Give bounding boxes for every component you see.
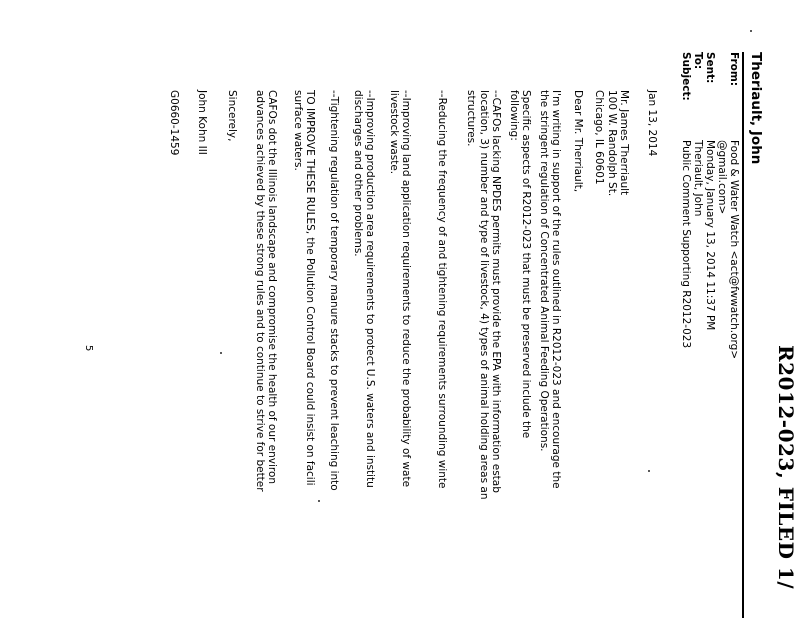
from-value: Food & Water Watch <act@fwwatch.org> — [728, 140, 740, 360]
to-label: To: — [692, 52, 704, 70]
sender-name-heading: Theriault, John — [748, 52, 764, 165]
list-item-line: discharges and other problems. — [351, 90, 364, 257]
paragraph-line: advances achieved by these strong rules and to continue to strive for better — [253, 90, 266, 492]
paragraph-line: TO IMPROVE THESE RULES, the Pollution Control Board could insist on facili — [304, 90, 316, 486]
recipient-name: Mr. James Therriault — [618, 90, 630, 196]
list-item-npdes — [465, 90, 502, 618]
list-item-line: --Tightening regulation of temporary manure stacks to prevent leaching into — [328, 90, 340, 491]
scan-speck — [750, 30, 752, 32]
intro-line: the stringent regulation of Concentrated Animal Feeding Operations. — [537, 90, 550, 452]
aspects-line: following: — [507, 90, 520, 141]
filed-stamp: R2012-023, FILED 1/ — [774, 345, 798, 590]
from-value-continued: @gmail.com> — [716, 140, 728, 215]
paragraph-line: CAFOs dot the Illinois landscape and compromise the health of our environ — [266, 90, 278, 485]
from-label: From: — [728, 52, 740, 87]
subject-value: Public Comment Supporting R2012-023 — [680, 140, 692, 349]
signoff: Sincerely, — [226, 90, 238, 142]
scan-speck — [318, 500, 320, 502]
to-value: Theriault, John — [692, 140, 704, 217]
list-item-line: structures. — [465, 90, 478, 147]
intro-paragraph — [537, 90, 562, 618]
signer-name: John Kohn III — [196, 90, 208, 155]
list-item-manure-stacks — [328, 90, 340, 618]
page-number: 5 — [83, 345, 94, 352]
recipient-city: Chicago, IL 60601 — [593, 90, 606, 185]
sent-label: Sent: — [704, 52, 716, 84]
sent-value: Monday, January 13, 2014 11:37 PM — [704, 140, 716, 331]
aspects-line: Specific aspects of R2012-023 that must be preserved include the — [520, 90, 532, 439]
paragraph-line: surface waters. — [291, 90, 304, 171]
closing-paragraph — [253, 90, 278, 618]
list-item-line: --CAFOs lacking NPDES permits must provide the EPA with information estab — [490, 90, 502, 493]
salutation: Dear Mr. Therriault, — [572, 90, 584, 193]
list-item-land-application — [387, 90, 412, 618]
list-item-winter — [436, 90, 448, 618]
record-id: G0660-1459 — [168, 90, 180, 156]
improvement-paragraph — [291, 90, 316, 618]
recipient-address — [593, 90, 630, 618]
list-item-line: --Improving land application requirements to reduce the probability of wate — [400, 90, 412, 488]
scan-speck — [648, 470, 650, 472]
list-item-production-area — [351, 90, 376, 618]
header-divider — [742, 52, 744, 618]
letter-date: Jan 13, 2014 — [646, 90, 658, 157]
aspects-paragraph — [507, 90, 532, 618]
list-item-line: --Reducing the frequency of and tightening requirements surrounding winte — [436, 90, 448, 489]
list-item-line: --Improving production area requirements to protect U.S. waters and institu — [364, 90, 376, 488]
subject-label: Subject: — [680, 52, 692, 101]
list-item-line: location, 3) number and type of livestock, 4) types of animal holding areas an — [477, 90, 490, 500]
scan-speck — [220, 352, 222, 354]
list-item-line: livestock waste. — [387, 90, 400, 175]
intro-line: I'm writing in support of the rules outlined in R2012-023 and encourage the — [550, 90, 562, 489]
recipient-street: 100 W. Randolph St. — [605, 90, 618, 197]
